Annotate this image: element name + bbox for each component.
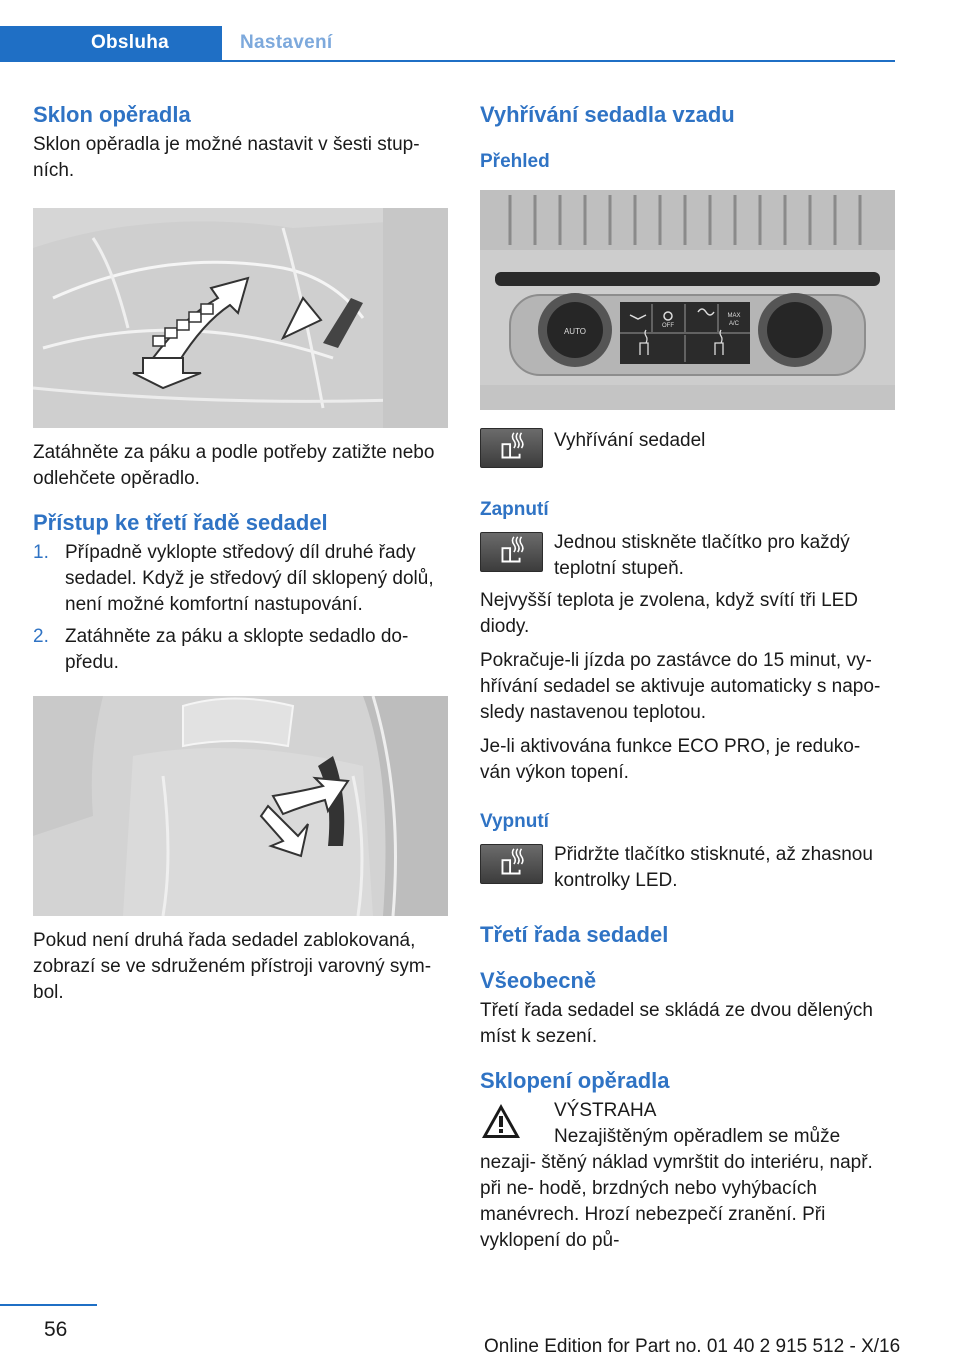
third-row-access-steps <box>33 540 448 676</box>
warning-text <box>480 1124 895 1254</box>
eco-pro-note: Je-li aktivována funkce ECO PRO, je reduko‐ ván výkon topení. <box>480 736 861 783</box>
figure-backrest-lever <box>33 208 448 428</box>
seat-heating-icon <box>480 428 543 468</box>
seat-heating-glyph <box>481 429 542 467</box>
seat-heating-label: Vyhřívání sedadel <box>554 430 706 451</box>
switch-off-instruction <box>480 842 895 894</box>
section-title-rear-seat-heating: Vyhřívání sedadla vzadu <box>480 102 735 127</box>
warning-text-content: Nezajištěným opěradlem se může nezaji‐ štěný náklad vymrštit do interiéru, např. při ne‐ hodě, brzdných nebo vyhýbacích manévrech. Hrozí nebezpečí zranění. Při vyklopení do pů‐ <box>480 1126 873 1251</box>
right-column <box>480 100 895 1254</box>
backrest-tilt-instruction: Zatáhněte za páku a podle potřeby zatižte nebo odlehčete opěradlo. <box>33 442 435 489</box>
seat-fold-illustration <box>33 696 448 916</box>
seat-heating-icon <box>480 844 543 884</box>
third-row-warning-note: Pokud není druhá řada sedadel zablokovaná, zobrazí se ve sdruženém přístroji varovný sym‐ bol. <box>33 930 432 1003</box>
off-label: OFF <box>662 323 674 329</box>
edition-note: Online Edition for Part no. 01 40 2 915 512 - X/16 <box>484 1336 901 1357</box>
subsection-title-general: Všeobecně <box>480 968 597 993</box>
seat-heating-glyph <box>481 845 542 883</box>
backrest-lever-illustration <box>33 208 448 428</box>
subsection-title-switch-off: Vypnutí <box>480 811 549 832</box>
seat-heating-glyph <box>481 533 542 571</box>
step-number: 1. <box>33 542 49 563</box>
subsection-title-overview: Přehled <box>480 151 550 172</box>
tab-bar-rule <box>0 60 895 62</box>
auto-label: AUTO <box>563 327 587 336</box>
switch-off-text: Přidržte tlačítko stisknuté, až zhasnou kontrolky LED. <box>554 844 873 891</box>
subsection-title-fold-backrest: Sklopení opěradla <box>480 1068 670 1093</box>
figure-seat-fold-lever <box>33 696 448 916</box>
seat-heating-legend <box>480 426 895 470</box>
warning-triangle-icon <box>480 1102 522 1140</box>
step-text: Případně vyklopte středový díl druhé řady sedadel. Když je středový díl sklopený dolů, není možné komfortní nastupování. <box>65 542 434 615</box>
backrest-tilt-intro: Sklon opěradla je možné nastavit v šesti stup‐ ních. <box>33 134 420 181</box>
footer-rule <box>0 1304 97 1306</box>
ac-label: A/C <box>728 321 740 327</box>
subsection-title-switch-on: Zapnutí <box>480 499 549 520</box>
left-column <box>33 100 448 1006</box>
warning-block <box>480 1098 895 1142</box>
seat-heating-icon <box>480 532 543 572</box>
switch-on-text: Jednou stiskněte tlačítko pro každý teplotní stupeň. <box>554 532 850 579</box>
figure-rear-climate-panel <box>480 190 895 410</box>
max-temperature-note: Nejvyšší teplota je zvolena, když svítí tři LED diody. <box>480 590 859 637</box>
auto-reactivation-note: Pokračuje-li jízda po zastávce do 15 minut, vy‐ hřívání sedadel se aktivuje automaticky s napo‐ sledy nastavenou teplotou. <box>480 650 881 723</box>
section-title-backrest-tilt: Sklon opěradla <box>33 102 191 127</box>
section-title-third-row: Třetí řada sedadel <box>480 922 669 947</box>
rear-climate-panel-illustration <box>480 190 895 410</box>
section-title-third-row-access: Přístup ke třetí řadě sedadel <box>33 510 328 535</box>
tab-bar <box>0 26 895 62</box>
step-text: Zatáhněte za páku a sklopte sedadlo do‐ předu. <box>65 626 409 673</box>
page-number: 56 <box>44 1318 68 1341</box>
warning-label: VÝSTRAHA <box>554 1100 657 1121</box>
tab-nastaveni[interactable]: Nastavení <box>240 32 333 53</box>
switch-on-instruction <box>480 530 895 582</box>
tab-obsluha[interactable]: Obsluha <box>0 26 222 60</box>
max-label: MAX <box>727 313 741 319</box>
step-number: 2. <box>33 626 49 647</box>
list-item <box>33 540 448 618</box>
general-text: Třetí řada sedadel se skládá ze dvou dělených míst k sezení. <box>480 1000 873 1047</box>
list-item <box>33 624 448 676</box>
